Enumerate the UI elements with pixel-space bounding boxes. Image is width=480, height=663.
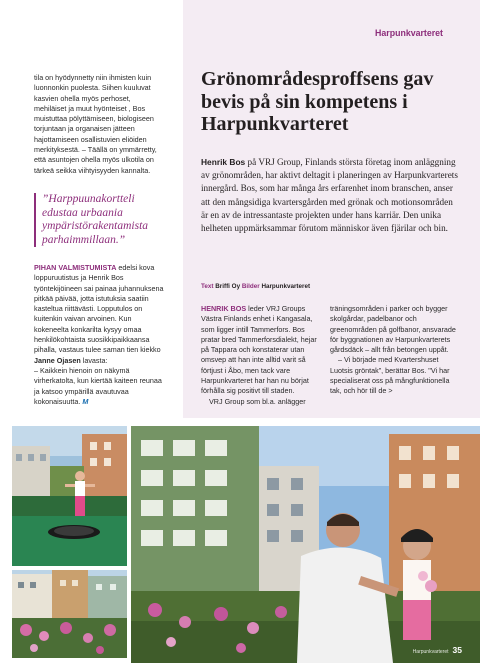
left-lead-paragraph: tila on hyödynnetty niin ihmisten kuin luonnonkin puolesta. Siihen kuuluvat kasvien ohella myös perhoset, mehiläiset ja muut hyönteiset , Bos muistuttaa pölyttämiseen, biologiseen torjuntaan ja organaisen jätteen hajottamiseen osallistuvien eliöiden merkityksestä. – Täällä on ymmärretty, että asuntojen ohella myös ulkotila on tärkeä seikka viihtyisyyden kannalta. (34, 73, 157, 175)
byline-text-author: Briffi Oy (215, 283, 241, 290)
col2-para1: leder VRJ Groups Västra Finlands enhet i Kangasala, som ligger intill Tammerfors. Bos pratar bred Tammerforsdialekt, hejar på Tappara och konstaterar utan omsvep att han inte alltid varit så förtjust i Åbo, men tack vare Harpunkvarteret har han nu börjat förhålla sig positivt till staden. (201, 304, 317, 396)
left-paragraph-2 (34, 263, 166, 366)
para2-text: edelsi kova loppuruutistus ja Henrik Bos työntekijöineen sai painaa juhannuksena pitkää päivää, jotta istutuksia saatiin kasteltua riittävästi. Lopputulos on kuitenkin vaivan arvoinen. Kun kokeneelta konkarilta kysyy omaa henkilökohtaista suosikkipaikkaansa pihalla, vastaus tulee saman tien kiekko (34, 263, 164, 355)
end-mark-icon: M (82, 396, 89, 406)
para3-text: – Kaikkein hienoin on näkymä virherkatolta, kun kiertää kaiteen reunaa ja katsoo ympärillä avautuvaa kokonaisuutta. (34, 365, 162, 406)
footer-magazine-name: Harpunkvarteret (412, 649, 449, 655)
col2-paragraph-2: VRJ Group som bl.a. anlägger (209, 396, 306, 406)
intro-paragraph (201, 156, 459, 235)
photo-main-image (131, 426, 480, 663)
pull-quote (34, 193, 168, 247)
col2-paragraph-1 (201, 304, 319, 397)
para2-end: lavasta: (80, 355, 108, 365)
left-lower-text (34, 263, 166, 407)
para2-name: Janne Ojasen (34, 355, 81, 365)
article-column-2 (201, 304, 319, 407)
page-number: 35 (452, 645, 462, 655)
intro-name: Henrik Bos (201, 157, 246, 167)
article-column-3 (330, 304, 462, 397)
byline-images-source: Harpunkvarteret (261, 283, 311, 290)
photo-flowers-image (12, 570, 127, 658)
pull-quote-text: ”Harppuunakortteli edustaa urbaania ympäristörakentamista parhaimmillaan.” (42, 193, 149, 246)
photo-main-planting (131, 426, 480, 663)
left-paragraph-3 (34, 366, 166, 407)
col3-paragraph-1: träningsområden i parker och bygger skolgårdar, padelbanor och greenområden på golfbanor, ansvarade för byggnationen av Harpunkvarterets gårdsdäck – allt från betongen uppåt. (330, 304, 456, 355)
photo-flowers-buildings (12, 570, 127, 658)
col2-lead-in: HENRIK BOS (201, 304, 247, 313)
byline-images-label: Bilder (241, 283, 260, 290)
headline: Grönområdesproffsens gav bevis på sin kompetens i Harpunkvarteret (201, 68, 434, 135)
photo-trampoline-image (12, 426, 127, 566)
col3-paragraph-2: – Vi började med Kvartershuset Luotsis gröntak”, berättar Bos. "Vi har specialiserat oss på mångfunktionella tak, och hör till de > (330, 355, 450, 396)
byline (201, 283, 310, 290)
photo-trampoline-child (12, 426, 127, 566)
page-footer (413, 645, 462, 655)
photo-strip (0, 418, 480, 663)
byline-text-label: Text (201, 283, 214, 290)
intro-text: på VRJ Group, Finlands största företag inom anläggning av grönområden, har aktivt deltagit i planeringen av Harpunkvarterets innergård. Bos, som har många års erfarenhet inom branschen, anser att den mångsidiga kvartersgården med grönak och motionsområden är en av de intressantaste projekten under hans karriär. Den unika helheten uppmärksammar förutom människor även fjärilar och bin. (201, 157, 458, 234)
lead-in-bold: PIHAN VALMISTUMISTA (34, 263, 117, 272)
section-tag: Harpunkvarteret (375, 28, 443, 38)
